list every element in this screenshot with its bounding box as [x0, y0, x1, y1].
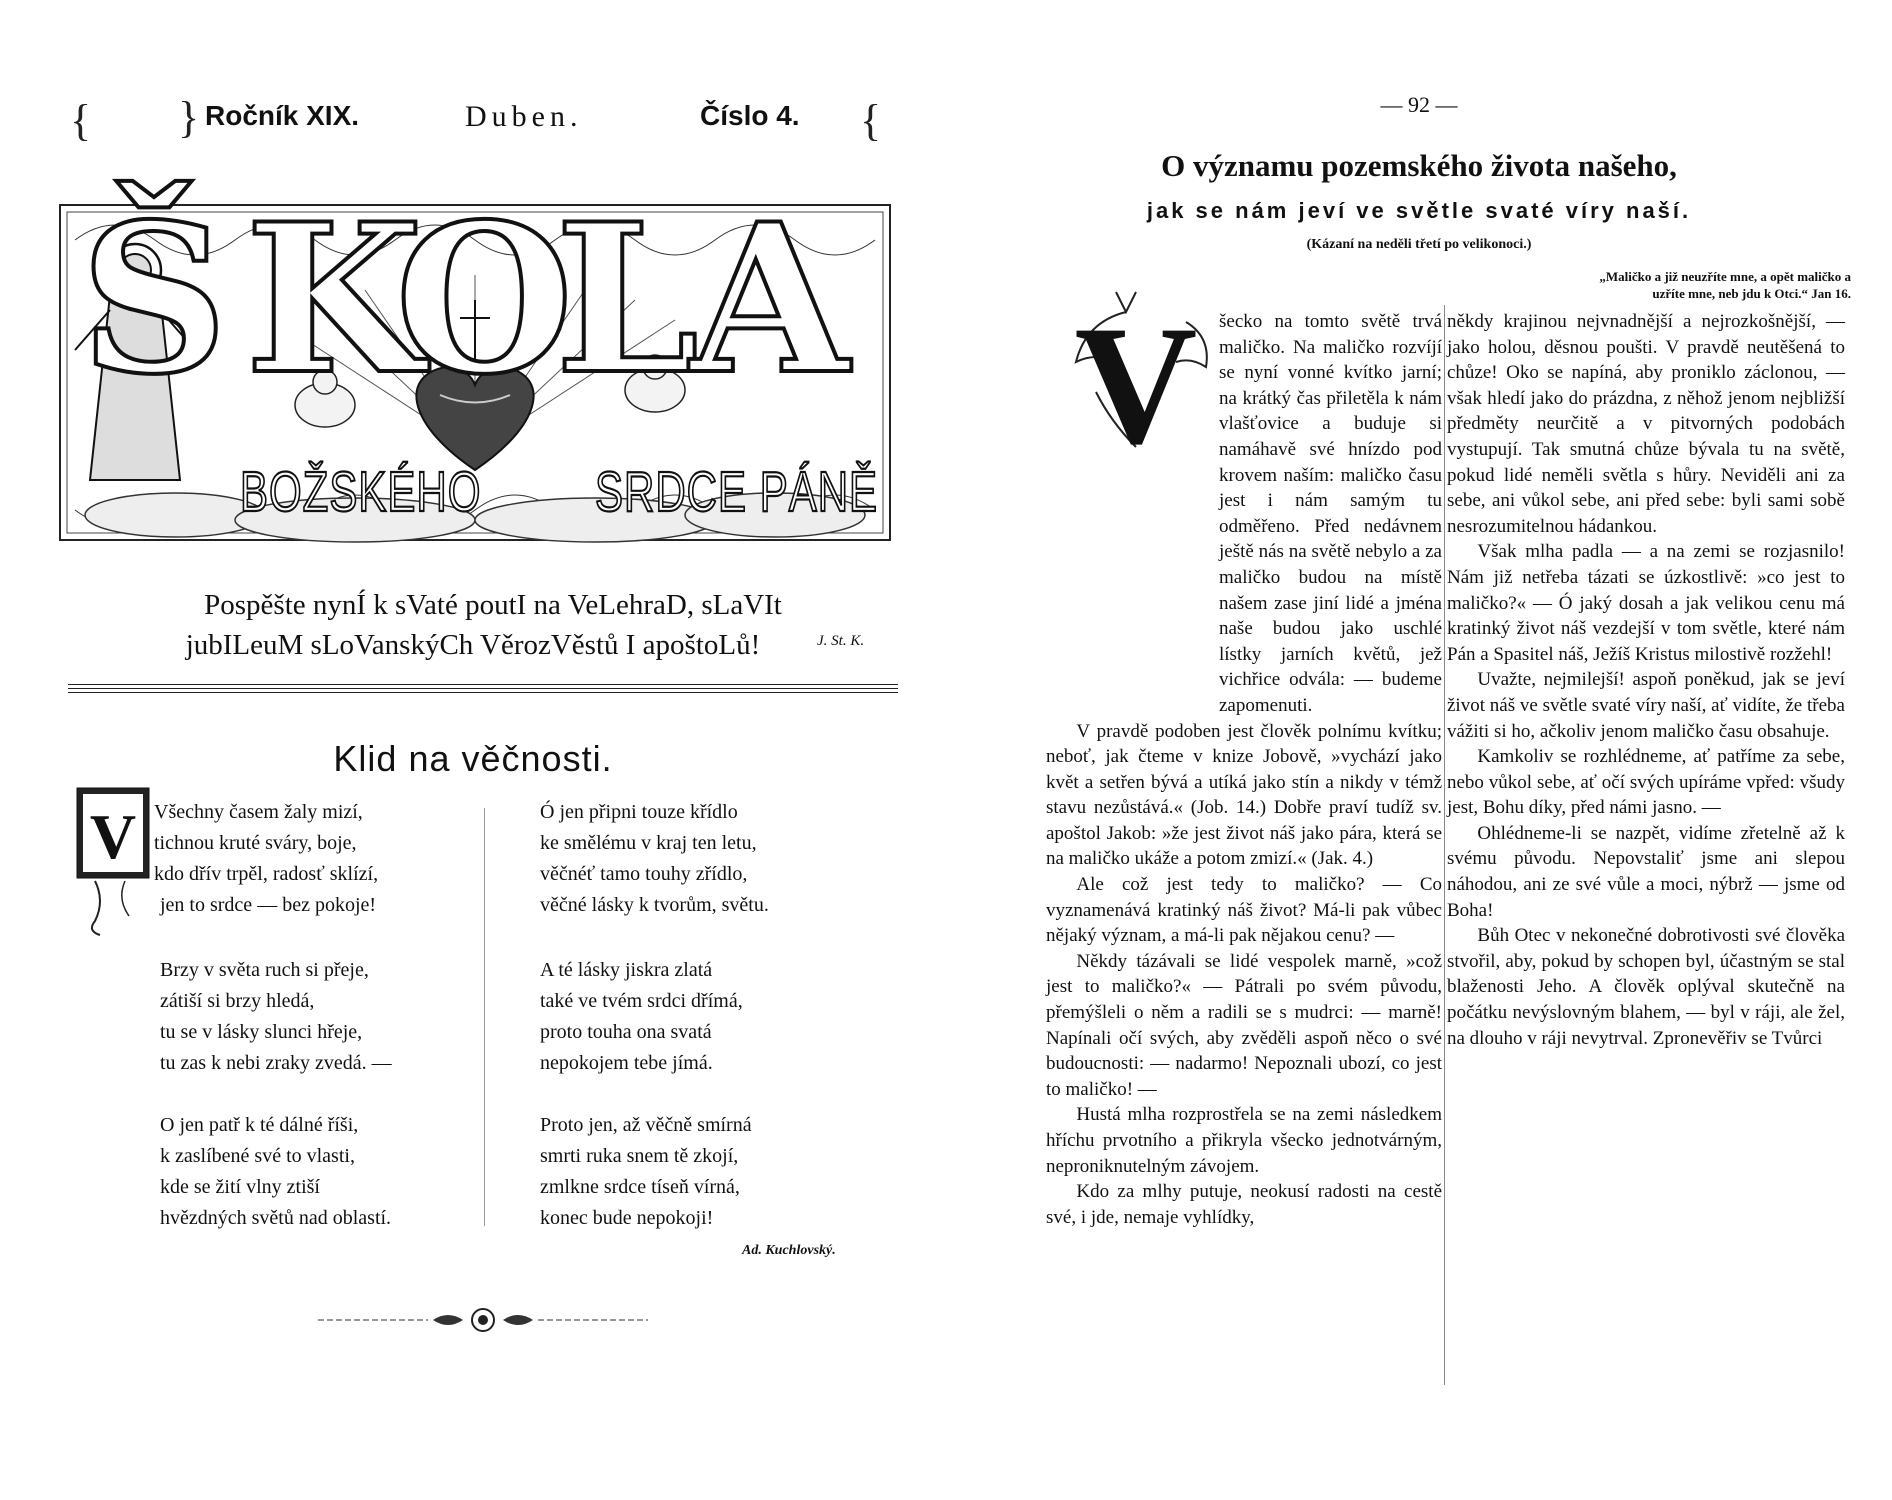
issue-label: Číslo 4. — [700, 100, 800, 131]
title-letter-4: L — [555, 180, 700, 420]
poem-line: tu zas k nebi zraky zvedá. — — [160, 1052, 392, 1074]
poem-line: tu se v lásky slunci hřeje, — [160, 1021, 363, 1043]
page-number: — 92 — — [1380, 92, 1458, 117]
volume-label: Ročník XIX. — [205, 100, 360, 131]
poem-line: k zaslíbené své to vlasti, — [160, 1145, 355, 1167]
title-subtitle-right: SRDCE PÁNĚ — [595, 459, 879, 524]
poem-line: zátiší si brzy hledá, — [160, 990, 315, 1012]
paragraph: Bůh Otec v nekonečné dobrotivosti své člověka stvořil, aby, pokud by schopen byl, účastným se stal blaženosti Jeho. A člověk oplýval skutečně na počátku nevýslovným blahem, — byl v ráji, ale žel, na dlouho v ráji nevytrval. Zpronevěřiv se Tvůrci — [1447, 925, 1845, 1049]
title-subtitle-left: BOŽSKÉHO — [240, 459, 482, 524]
poem-line: věčné lásky k tvorům, světu. — [540, 894, 769, 916]
epigraph-line: uzříte mne, neb jdu k Otci.“ Jan 16. — [1652, 286, 1851, 301]
poem-line: kde se žití vlny ztiší — [160, 1176, 320, 1198]
motto-line-2: jubILeuM sLoVanskýCh VěrozVěstů I apoštoLů! — [185, 629, 761, 661]
end-ornament-icon — [318, 1305, 648, 1335]
poem-line: ke smělému v kraj ten letu, — [540, 832, 757, 854]
poem-line: Ó jen připni touze křídlo — [540, 801, 738, 823]
month-label: Duben. — [465, 100, 583, 133]
paragraph: Kdo za mlhy putuje, neokusí radosti na cestě své, i jde, nemaje vyhlídky, — [1046, 1181, 1442, 1228]
poem-line: nepokojem tebe jímá. — [540, 1052, 713, 1074]
svg-text:V: V — [1074, 291, 1198, 462]
poem-line: kdo dřív trpěl, radosť sklízí, — [154, 863, 379, 885]
poem-line: Všechny časem žaly mizí, — [154, 801, 363, 823]
paragraph: Někdy tázávali se lidé vespolek marně, »což jest to maličko?« — Pátrali po svém původu, přemýšleli o něm a radili se s mudrci: — marně! Napínali očí svých, aby zvěděli aspoň něco o své budoucnosti: — nadarmo! Nepoznali ubozí, co jest to maličko! — — [1046, 950, 1442, 1100]
article-column-right — [1447, 309, 1845, 1051]
title-letter-5: A — [690, 180, 850, 420]
flourish-left: { — [70, 96, 92, 145]
paragraph: Však mlha padla — a na zemi se rozjasnilo! Nám již netřeba tázati se úzkostlivě: »co jest to maličko?« — Ó jaký dosah a jak velikou cenu má kratinký život náš vezdejší v tom světle, které nám Pán a Spasitel náš, Ježíš Kristus milostivě rozžehl! — [1447, 541, 1845, 665]
article-column-left — [1046, 309, 1442, 1230]
poem-line: Proto jen, až věčně smírná — [540, 1114, 752, 1136]
article-subtitle: jak se nám jeví ve světle svaté víry naší. — [1146, 198, 1692, 223]
divider-rule — [68, 692, 898, 693]
poem-initial-ornament — [75, 786, 160, 936]
poem-author: Ad. Kuchlovský. — [742, 1243, 836, 1258]
motto-signature: J. St. K. — [817, 633, 865, 649]
flourish-right: { — [860, 96, 882, 145]
article-note: (Kázaní na neděli třetí po velikonoci.) — [1306, 237, 1532, 252]
paragraph: Ohlédneme-li se nazpět, vidíme zřetelně až k svému původu. Nepovstaliť jsme ani slepou náhodou, ani ze své vůle a moci, nýbrž — jsme od Boha! — [1447, 822, 1845, 921]
poem-line: věčnéť tamo touhy zřídlo, — [540, 863, 748, 885]
epigraph — [1441, 268, 1851, 302]
motto-line-1: Pospěšte nynÍ k sVaté poutI na VeLehraD, sLaVIt — [204, 589, 782, 621]
poem-line: A té lásky jiskra zlatá — [540, 959, 713, 981]
divider-rule — [68, 684, 898, 685]
poem-line: O jen patř k té dálné říši, — [160, 1114, 359, 1136]
column-divider — [1444, 305, 1445, 1385]
paragraph: Kamkoliv se rozhlédneme, ať patříme za sebe, nebo vůkol sebe, ať očí svých upíráme vpřed: všudy jest, Bohu díky, před námi jasno. — — [1447, 746, 1845, 819]
poem-line: také ve tvém srdci dřímá, — [540, 990, 743, 1012]
title-letter-2: K — [245, 180, 424, 420]
svg-text:V: V — [89, 801, 137, 872]
right-page — [946, 0, 1892, 1500]
title-letter-1: Š — [80, 180, 229, 420]
poem-line: konec bude nepokoji! — [540, 1207, 714, 1229]
paragraph: šecko na tomto světě trvá maličko. Na maličko rozvíjí se nyní vonné kvítko jarní; na krátký čas přiletěla k nám vlašťovice a buduje si namáhavě své hnízdo pod krovem naším: maličko času jest i nám samým tu odměřeno. Před nedávnem ještě nás na světě nebylo a za maličko budou na místě našem zase jiní lidé a jména naše budou jako uschlé lístky jarních květů, jež vichřice odvála: — budeme zapomenuti. — [1219, 311, 1442, 716]
epigraph-line: „Maličko a již neuzříte mne, a opět maličko a — [1599, 269, 1851, 284]
divider-rule — [68, 688, 898, 689]
poem-line: zmlkne srdce tíseň vírná, — [540, 1176, 740, 1198]
poem-line: proto touha ona svatá — [540, 1021, 712, 1043]
poem-line: tichnou kruté sváry, boje, — [154, 832, 357, 854]
paragraph: Ale což jest tedy to maličko? — Co vyznamenává kratinký náš život? Má-li pak vůbec nějaký význam, a má-li pak nějakou cenu? — — [1046, 874, 1442, 947]
paragraph: Hustá mlha rozprostřela se na zemi následkem hříchu prvotního a přikryla všecko jednotvárným, neproniknutelným závojem. — [1046, 1104, 1442, 1177]
poem-column-divider — [484, 808, 485, 1226]
paragraph: Uvažte, nejmilejší! aspoň poněkud, jak se jeví život náš ve světle svaté víry naší, ať vidíte, že třeba vážiti si ho, ačkoliv jenom maličko času obsahuje. — [1447, 669, 1845, 742]
title-letter-3: O — [395, 180, 574, 420]
paragraph: V pravdě podoben jest člověk polnímu kvítku; neboť, jak čteme v knize Jobově, »vychází jako květ a setřen bývá a utíká jako stín a nikdy v témž stavu nezůstává.« (Job. 14.) Dobře praví tudíž sv. apoštol Jakob: »že jest život náš jako pára, která se na maličko ukáže a potom zmizí.« (Jak. 4.) — [1046, 720, 1442, 870]
masthead-title-block — [55, 150, 895, 580]
flourish-center-left: } — [178, 93, 200, 142]
poem-line: jen to srdce — bez pokoje! — [160, 894, 377, 916]
poem-title: Klid na věčnosti. — [333, 738, 613, 779]
article-title: O významu pozemského života našeho, — [1161, 148, 1677, 183]
poem-line: hvězdných světů nad oblastí. — [160, 1207, 392, 1229]
paragraph: někdy krajinou nejvnadnější a nejrozkošnější, — jako holou, děsnou poušti. V pravdě neutěšená to chůze! Oko se napíná, aby proniklo záclonou, — však hledí jako do prázdna, z něhož jenom nejbližší předměty neurčitě a v pitvorných podobách vystupují. Tak smutná chůze bývala tu na světě, pokud lidé neměli světla s hůry. Neviděli ani za sebe, ani vůkol sebe, ani před sebe: byli sami sobě nesrozumitelnou hádankou. — [1447, 311, 1845, 537]
poem-line: Brzy v světa ruch si přeje, — [160, 959, 369, 981]
poem-line: smrti ruka snem tě zkojí, — [540, 1145, 739, 1167]
